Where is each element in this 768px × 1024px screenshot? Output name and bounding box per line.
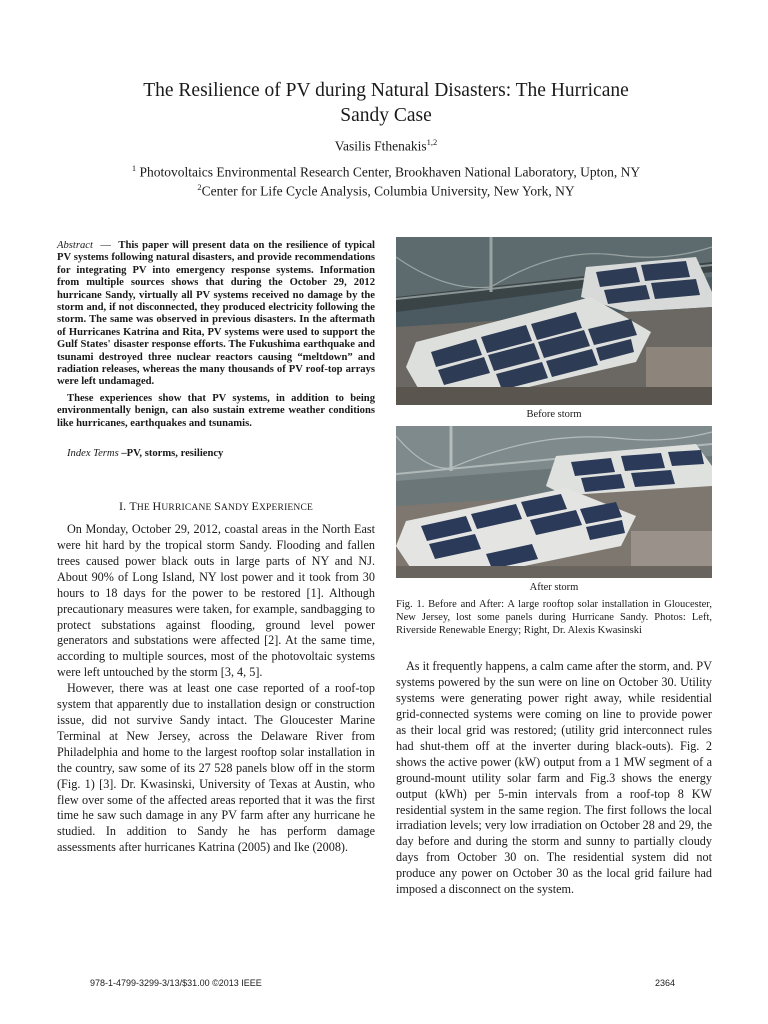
affil1-sup: 1 [131,163,137,173]
abstract-paragraph-2: These experiences show that PV systems, in addition to being environmentally benign, can also sustain extreme weather conditions like hurricanes, earthquakes and tsunamis. [57,392,375,429]
author [80,137,692,155]
index-terms-text: –PV, storms, resiliency [118,448,224,460]
title-line-1: The Resilience of PV during Natural Disasters: The Hurricane [143,80,629,101]
affil1-text: Photovoltaics Environmental Research Center, Brookhaven National Laboratory, Upton, NY [136,164,641,180]
after-caption: After storm [529,582,579,593]
section-heading: I. THE HURRICANE SANDY EXPERIENCE [118,499,314,514]
affil2-text: Center for Life Cycle Analysis, Columbia University, New York, NY [201,183,575,199]
body-paragraph-1: On Monday, October 29, 2012, coastal areas in the North East were hit hard by the tropical storm Sandy. Flooding and fallen trees caused power black outs in large parts of NY and NJ. About 90% of Long Island, NY lost power and it took from 30 hours to 18 days for the power to be restored [1]. Although precautionary measures were taken, for example, sandbagging to protect substations against flooding, ground level power generators and substations were affected [2]. At the same time, according to multiple sources, most of the photovoltaic systems were left untouched by the storm [3, 4, 5]. [57,522,375,680]
index-terms [57,448,375,459]
before-caption: Before storm [526,409,582,420]
figure-caption: Fig. 1. Before and After: A large rooftop solar installation in Gloucester, New Jersey, lost some panels during Hurricane Sandy. Photos: Left, Riverside Renewable Energy; Right, Dr. Alexis Kwasinski [396,599,712,636]
page-number: 2364 [655,978,676,988]
abstract-text: This paper will present data on the resilience of typical PV systems following natural disasters, and provide recommendations for integrating PV into emergency response systems. Information from multiple sources shows that during the October 29, 2012 hurricane Sandy, virtually all PV systems received no damage by the storm and, if not disconnected, they produced electricity following the storm. The same was observed in previous disasters. In the aftermath of Hurricanes Katrina and Rita, PV systems were used to support the Gulf States' disaster response efforts. The Fukushima earthquake and tsunami destroyed three nuclear reactors causing “meltdown” and radiation releases, whereas the many thousands of PV roof-top arrays were left undamaged. [57,240,375,388]
right-column [396,237,712,898]
body-paragraph-2: However, there was at least one case reported of a roof-top system that apparently due to installation design or construction issue, did not survive Sandy intact. The Gloucester Marine Terminal at New Jersey, across the Delaware River from Philadelphia and home to the largest rooftop solar installation in the country, saw some of its 27 528 panels blow off in the storm (Fig. 1) [3]. Dr. Kwasinski, University of Texas at Austin, who flew over some of the affected areas reported that it was the first time he saw such damage in any PV farm after any hurricane he studied. In addition to Sandy he has perform damage assessments after hurricanes Katrina (2005) and Ike (2008). [57,681,375,855]
before-storm-photo [396,237,712,405]
body-paragraph-3: As it frequently happens, a calm came after the storm, and. PV systems powered by the sun were on line on October 30. Utility systems were generating power right away, while residential grid-connected systems were coming on line to provide power as their local grid was restored; (utility grid interconnect rules had shut-them off at the inverter during black-outs). Fig. 2 shows the active power (kW) output from a 1 MW segment of a ground-mount utility solar farm and Fig.3 shows the energy output (kWh) per 5-min intervals from a roof-top 8 KW residential system in the same region. The first follows the local irradiation levels; very low irradiation on October 28 and 29, the day before and during the storm and sunny to partially cloudy days from October 30 on. The residential system did not produce any power on October 30 as the local grid failure had imposed a disconnect on the system. [396,659,712,897]
affiliation-2 [80,182,692,200]
footer-copyright: 978-1-4799-3299-3/13/$31.00 ©2013 IEEE [90,978,262,988]
title-line-2: Sandy Case [340,105,432,126]
author-sup: 1,2 [426,137,438,147]
abstract-label: Abstract [57,240,93,251]
affil2-sup: 2 [197,182,202,192]
abstract-dash: — [92,240,119,251]
affiliation-1 [80,163,692,181]
paper-title [80,78,692,128]
left-column [57,240,375,856]
abstract [57,240,375,389]
author-name: Vasilis Fthenakis [334,138,427,154]
after-storm-photo [396,426,712,578]
index-label: Index Terms [67,448,119,460]
